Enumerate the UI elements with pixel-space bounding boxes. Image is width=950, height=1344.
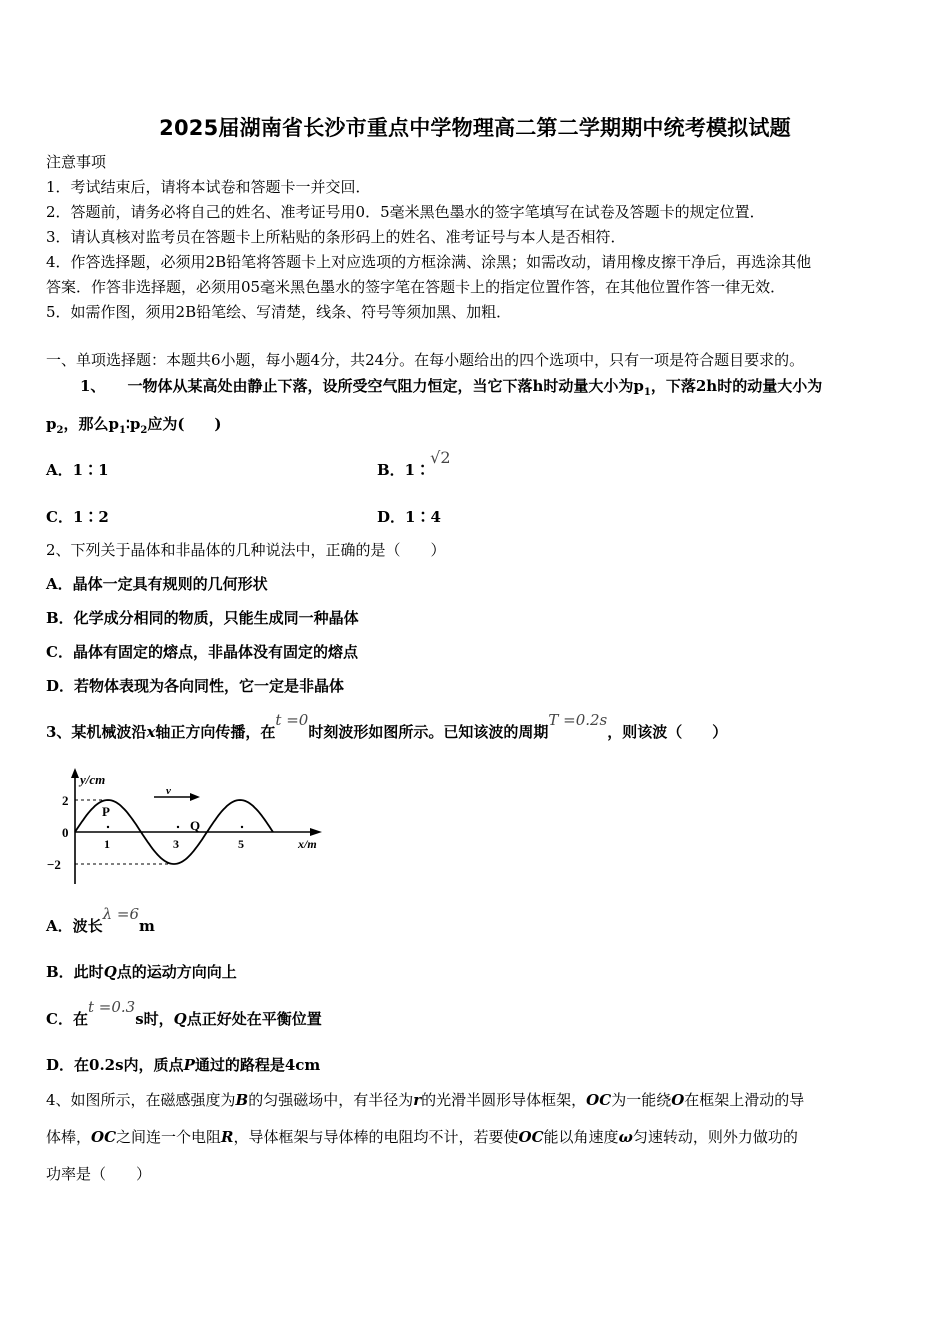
notice-heading: 注意事项 [46,153,107,171]
page-title: 2025届湖南省长沙市重点中学物理高二第二学期期中统考模拟试题 [159,116,791,140]
q1-stem-line1: 1、 一物体从某高处由静止下落，设所受空气阻力恒定，当它下落h时动量大小为$p_1$，下落2h时的动量大小为 [80,377,823,398]
point-p-label: P [102,804,110,819]
q4-stem-line1: 4、如图所示，在磁感强度为B的匀强磁场中，有半径为r的光滑半圆形导体框架，OC为一能绕O在框架上滑动的导 [46,1091,805,1109]
tick-y-neg2: −2 [47,857,61,872]
tick-x-3: 3 [173,837,179,851]
tick-x-5: 5 [238,837,244,851]
notice-item-1: 1．考试结束后，请将本试卷和答题卡一并交回． [46,178,371,196]
q4-stem-line2: 体棒，OC之间连一个电阻R，导体框架与导体棒的电阻均不计，若要使OC能以角速度ω匀速转动，则外力做功的 [46,1128,798,1146]
q3-option-b: B．此时Q点的运动方向向上 [46,963,237,981]
q1-stem-line2: $p_2$，那么$p_1∶p_2$应为( ) [46,415,222,436]
wave-figure [44,766,344,888]
q2-option-a: A．晶体一定具有规则的几何形状 [46,575,268,593]
y-axis-label: y/cm [80,772,106,787]
q2-option-c: C．晶体有固定的熔点，非晶体没有固定的熔点 [46,643,358,661]
x-axis-label: x/m [298,837,317,851]
period-formula: T =0.2s [548,711,608,729]
notice-item-3: 3．请认真核对监考员在答题卡上所粘贴的条形码上的姓名、准考证号与本人是否相符． [46,228,626,246]
velocity-label: v [166,785,171,797]
q2-stem: 2、下列关于晶体和非晶体的几种说法中，正确的是（ ） [46,541,446,559]
q3-option-d: D．在0.2s内，质点P通过的路程是4cm [46,1056,321,1074]
q2-option-d: D．若物体表现为各向同性，它一定是非晶体 [46,677,345,695]
q2-option-b: B．化学成分相同的物质，只能生成同一种晶体 [46,609,359,627]
q1-option-a: A．1∶1 [46,461,109,479]
notice-item-4-cont: 答案．作答非选择题，必须用05毫米黑色墨水的签字笔在答题卡上的指定位置作答，在其他位置作答一律无效． [46,278,786,296]
q3-option-c: C．在t =0.3s时，Q点正好处在平衡位置 [46,998,322,1028]
q1-option-b: B．1∶√2 [377,448,451,479]
lambda-formula: λ =6 [102,905,140,923]
section1-heading: 一、单项选择题：本题共6小题，每小题4分，共24分。在每小题给出的四个选项中，只有一项是符合题目要求的。 [46,351,805,369]
notice-item-4: 4．作答选择题，必须用2B铅笔将答题卡上对应选项的方框涂满、涂黑；如需改动，请用橡皮擦干净后，再选涂其他 [46,253,812,271]
tick-x-1: 1 [104,837,110,851]
notice-item-5: 5．如需作图，须用2B铅笔绘、写清楚，线条、符号等须加黑、加粗． [46,303,512,321]
t0-formula: t =0 [275,711,309,729]
point-q-label: Q [190,818,201,833]
tick-y-0: 0 [62,825,69,840]
q1-option-d: D．1∶4 [377,508,441,526]
q1-option-c: C．1∶2 [46,508,109,526]
q4-stem-line3: 功率是（ ） [46,1165,152,1183]
q3-stem: 3、某机械波沿x轴正方向传播，在t =0时刻波形如图所示。已知该波的周期T =0.2s，则该波（ ） [46,711,728,741]
q3-option-a: A．波长λ =6m [46,905,155,935]
t-formula: t =0.3 [87,998,136,1016]
tick-y-2: 2 [62,793,69,808]
notice-item-2: 2．答题前，请务必将自己的姓名、准考证号用0．5毫米黑色墨水的签字笔填写在试卷及答题卡的规定位置． [46,203,765,221]
sqrt2-formula: √2 [430,448,451,467]
